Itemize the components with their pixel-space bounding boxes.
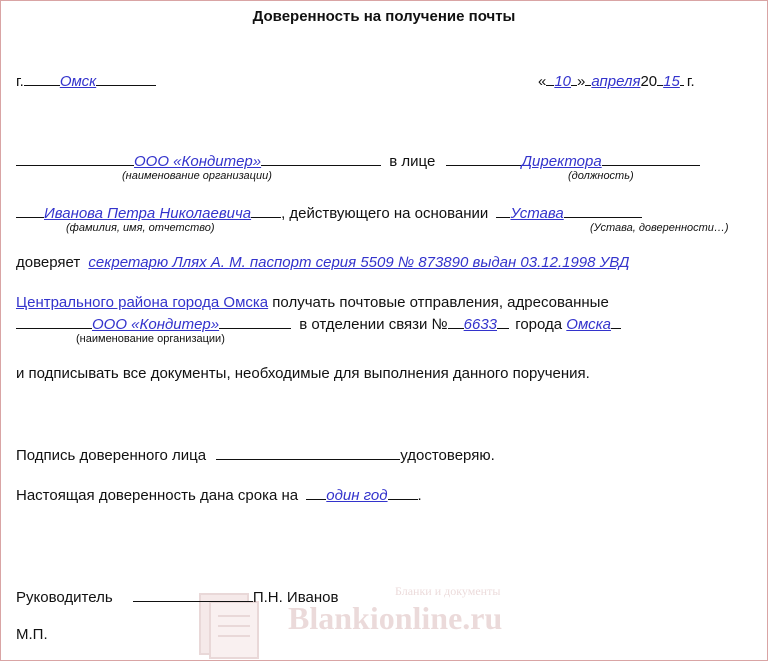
city-value: Омск — [59, 73, 97, 90]
director-label: Руководитель — [16, 589, 113, 606]
org-blank-left — [16, 151, 134, 166]
date-open-quote: « — [538, 73, 547, 90]
position-blank-left — [446, 151, 522, 166]
date-suffix: г. — [686, 73, 695, 90]
trusts-label: доверяет — [16, 254, 81, 271]
signature-label: Подпись доверенного лица — [16, 447, 207, 464]
certify-label: удостоверяю. — [400, 447, 495, 464]
signature-blank — [216, 445, 400, 460]
director-name: П.Н. Иванов — [252, 589, 339, 606]
document-title: Доверенность на получение почты — [252, 8, 516, 25]
basis-blank-left — [496, 203, 510, 218]
city-blank-right — [96, 71, 156, 86]
director-signature-blank — [133, 587, 253, 602]
term-value: один год — [326, 487, 388, 504]
term-label: Настоящая доверенность дана срока на — [16, 487, 299, 504]
term-blank-right — [388, 485, 418, 500]
row-director — [16, 587, 338, 606]
hint-basis: (Устава, доверенности…) — [590, 222, 729, 234]
date-year-prefix: 20 — [640, 73, 658, 90]
hint-organization-2: (наименование организации) — [76, 333, 225, 345]
in-person-label: в лице — [389, 153, 436, 170]
office-blank-left — [448, 314, 464, 329]
organization-name: ООО «Кондитер» — [134, 153, 262, 170]
city-prefix: г. — [16, 73, 24, 90]
acting-label: , действующего на основании — [281, 205, 489, 222]
stamp-place: М.П. — [16, 626, 48, 643]
position-value: Директора — [521, 153, 602, 170]
watermark-text: Blankionline.ru — [288, 600, 503, 636]
office-number: 6633 — [463, 316, 498, 333]
row-sign-docs: и подписывать все документы, необходимые для выполнения данного поручения. — [16, 365, 590, 382]
office-city-blank — [611, 314, 621, 329]
date-day: 10 — [554, 73, 572, 90]
row-issuer — [16, 294, 609, 311]
row-signature — [16, 445, 495, 464]
hint-position: (должность) — [568, 170, 634, 182]
position-blank-right — [602, 151, 700, 166]
term-end: . — [417, 487, 422, 504]
row-person — [16, 203, 642, 222]
hint-name: (фамилия, имя, отчетство) — [66, 222, 215, 234]
date-month: апреля — [591, 73, 641, 90]
basis-blank-right — [564, 203, 642, 218]
office-label: в отделении связи № — [299, 316, 448, 333]
trustee-value: секретарю Ллях А. М. паспорт серия 5509 № 873890 выдан 03.12.1998 УВД — [88, 254, 630, 271]
organization-name-2: ООО «Кондитер» — [92, 316, 220, 333]
row-office — [16, 314, 621, 333]
term-blank-left — [306, 485, 326, 500]
org2-blank-right — [219, 314, 291, 329]
person-name: Иванова Петра Николаевича — [44, 205, 252, 222]
date-year-suffix: 15 — [663, 73, 680, 90]
name-blank-right — [251, 203, 281, 218]
date-line — [538, 71, 695, 90]
city-line — [16, 71, 156, 90]
basis-value: Устава — [510, 205, 564, 222]
date-close-quote: » — [577, 73, 586, 90]
row-trustee — [16, 254, 629, 271]
city-label: города — [515, 316, 563, 333]
watermark-subtitle: Бланки и документы — [395, 584, 501, 598]
row-term — [16, 485, 422, 504]
receive-text: получать почтовые отправления, адресованные — [268, 294, 609, 311]
city-blank-left — [24, 71, 60, 86]
watermark — [180, 570, 560, 661]
office-blank-right — [497, 314, 509, 329]
name-blank-left — [16, 203, 44, 218]
org-blank-right — [261, 151, 381, 166]
org2-blank-left — [16, 314, 92, 329]
date-blank — [680, 71, 684, 86]
hint-organization: (наименование организации) — [122, 170, 272, 182]
issuer-value: Центрального района города Омска — [16, 294, 269, 311]
row-organization — [16, 151, 700, 170]
office-city: Омска — [566, 316, 612, 333]
